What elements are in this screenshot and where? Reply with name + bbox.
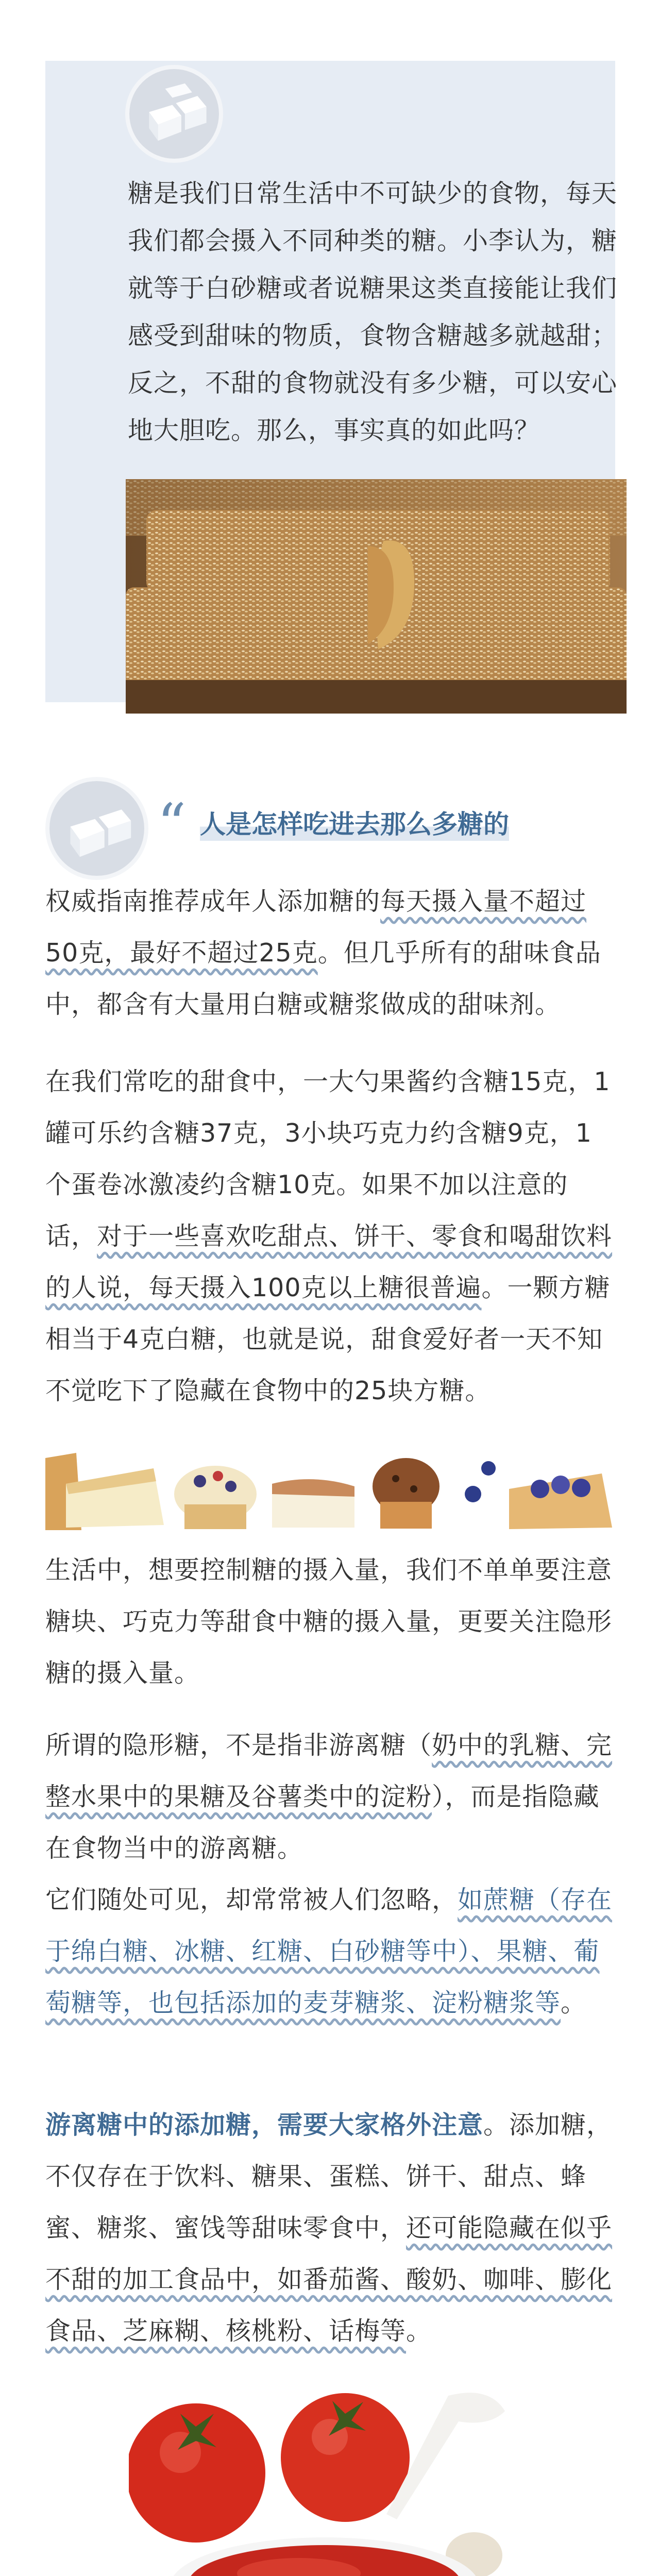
text-span: 它们随处可见，却常常被人们忽略， <box>45 1885 458 1914</box>
intro-box <box>45 61 618 702</box>
highlighted-text: 如蔗糖（存在于绵白糖、冰糖、红糖、白砂糖等中）、果糖、葡萄糖等，也包括添加的麦芽糖浆、淀粉糖浆等 <box>45 1885 613 2018</box>
paragraph-sugar-content <box>45 1056 615 1417</box>
highlighted-text: 游离糖中的添加糖，需要大家格外注意 <box>45 2110 484 2140</box>
paragraph-hidden-sugar-definition <box>45 1720 615 1874</box>
section-title: 人是怎样吃进去那么多糖的 <box>200 804 509 841</box>
text-span: 所谓的隐形糖，不是指非游离糖（ <box>45 1731 432 1760</box>
quote-icon: “ <box>157 791 187 857</box>
text-span: 。 <box>561 1988 587 2018</box>
sesame-brittle-image <box>126 479 627 714</box>
text-span: ），而是指隐藏在食物当中的游离糖。 <box>45 1782 600 1863</box>
underlined-text: 每天摄入量不超过50克，最好不超过25克 <box>45 887 587 968</box>
underlined-text: 还可能隐藏在似乎不甜的加工食品中，如番茄酱、酸奶、咖啡、膨化食品、芝麻糊、核桃粉、话梅等 <box>45 2213 613 2346</box>
text-span: 在我们常吃的甜食中，一大勺果酱约含糖15克，1罐可乐约含糖37克，3小块巧克力约含糖9克，1个蛋卷冰激凌约含糖10克。如果不加以注意的话， <box>45 1067 611 1251</box>
tomato-sauce-image <box>129 2365 531 2576</box>
text-span: 权威指南推荐成年人添加糖的 <box>45 887 381 916</box>
paragraph-added-sugar <box>45 2099 615 2357</box>
paragraph-recommended-intake <box>45 876 615 1030</box>
text-span: 。 <box>406 2316 432 2346</box>
sugar-cube-avatar-section <box>45 777 148 880</box>
text-span: 。添加糖，不仅存在于饮料、糖果、蛋糕、饼干、甜点、蜂蜜、糖浆、蜜饯等甜味零食中， <box>45 2110 613 2243</box>
sugar-cube-avatar <box>125 65 223 163</box>
text-span: 。但几乎所有的甜味食品中，都含有大量用白糖或糖浆做成的甜味剂。 <box>45 938 601 1019</box>
underlined-text: 奶中的乳糖、完整水果中的果糖及谷薯类中的淀粉 <box>45 1731 613 1811</box>
paragraph-control-intake: 生活中，想要控制糖的摄入量，我们不单单要注意糖块、巧克力等甜食中糖的摄入量，更要关注隐形糖的摄入量。 <box>45 1555 613 1688</box>
underlined-text: 对于一些喜欢吃甜点、饼干、零食和喝甜饮料的人说，每天摄入100克以上糖很普遍 <box>45 1222 613 1302</box>
desserts-illustration <box>45 1437 615 1530</box>
text-span: 。一颗方糖相当于4克白糖，也就是说，甜食爱好者一天不知不觉吃下了隐藏在食物中的25块方糖。 <box>45 1273 611 1405</box>
intro-text: 糖是我们日常生活中不可缺少的食物，每天我们都会摄入不同种类的糖。小李认为，糖就等于白砂糖或者说糖果这类直接能让我们感受到甜味的物质，食物含糖越多就越甜；反之，不甜的食物就没有多少糖，可以安心地大胆吃。那么，事实真的如此吗？ <box>128 179 618 445</box>
paragraph-free-sugar-examples <box>45 1874 615 2029</box>
